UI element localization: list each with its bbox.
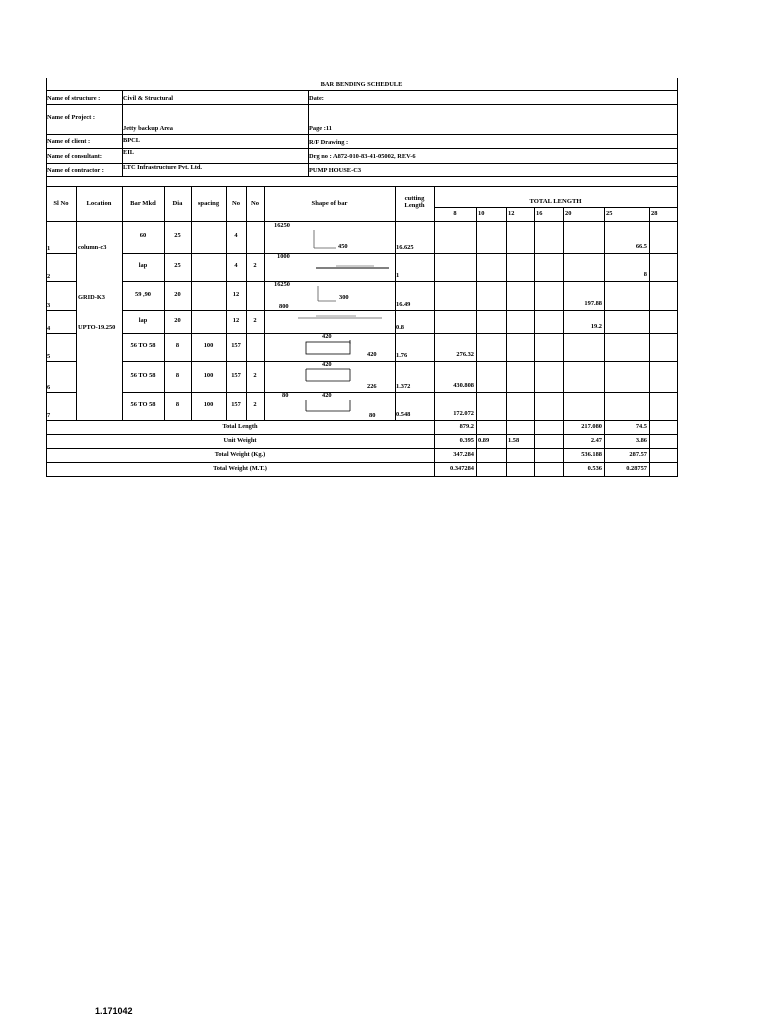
grid-line — [649, 207, 650, 420]
summary-label-1: Total Length — [222, 423, 258, 430]
col-cutting-length-2: Length — [404, 202, 425, 209]
row-cutting-length: 1 — [396, 272, 400, 279]
grid-line — [46, 476, 678, 477]
shape-7-top: 420 — [322, 392, 332, 399]
row-no-2: 2 — [253, 317, 257, 324]
shape-5-stirrup — [306, 342, 350, 354]
grid-line — [122, 186, 123, 420]
row-total-length-8: 276.32 — [456, 351, 474, 358]
shape-7-end: 80 — [369, 412, 376, 419]
col-dia-12: 12 — [508, 210, 515, 217]
grid-line — [122, 361, 678, 362]
shape-5-end: 420 — [367, 351, 377, 358]
row-bar-mkd: 56 TO 58 — [130, 342, 156, 349]
structure-value: Civil & Structural — [123, 95, 174, 102]
grid-line — [46, 310, 77, 311]
row-total-length-25: 66.5 — [635, 243, 647, 250]
row-total-length-25: 8 — [643, 271, 647, 278]
row-sl-no: 7 — [47, 412, 51, 419]
row-total-length-20: 19.2 — [590, 323, 602, 330]
location-grid-k3: GRID-K3 — [78, 294, 105, 301]
grid-line — [264, 186, 265, 420]
col-no: No — [231, 200, 241, 207]
row-cutting-length: 0.8 — [396, 324, 404, 331]
row-spacing: 100 — [203, 372, 214, 379]
row-bar-mkd: lap — [138, 262, 148, 269]
grid-line — [46, 281, 77, 282]
grid-line — [122, 392, 678, 393]
summary-label-3: Total Weight (Kg.) — [214, 451, 266, 458]
grid-line — [506, 207, 507, 420]
summary-value-20: 2.47 — [590, 437, 602, 444]
grid-line — [434, 207, 677, 208]
col-total-length: TOTAL LENGTH — [529, 198, 582, 205]
grid-line — [563, 207, 564, 420]
grid-line — [46, 434, 678, 435]
summary-value-12: 1.58 — [508, 437, 520, 444]
shape-5-top: 420 — [322, 333, 332, 340]
summary-value-25: 74.5 — [635, 423, 647, 430]
location-upto: UPTO-19.250 — [78, 324, 116, 331]
grid-line — [46, 420, 678, 421]
row-dia: 25 — [174, 262, 181, 269]
row-spacing: 100 — [203, 401, 214, 408]
grid-line — [46, 221, 678, 222]
row-total-length-8: 172.072 — [453, 410, 474, 417]
grid-line — [46, 361, 77, 362]
row-no: 4 — [234, 262, 238, 269]
shape-7-left: 80 — [282, 392, 289, 399]
shape-3-length: 16250 — [274, 281, 290, 288]
row-sl-no: 1 — [47, 245, 51, 252]
row-bar-mkd: 59 ,90 — [135, 291, 151, 298]
grid-line — [46, 90, 678, 91]
summary-value-20: 536.188 — [581, 451, 602, 458]
structure-label: Name of structure : — [47, 95, 101, 102]
row-no: 157 — [231, 372, 241, 379]
shape-6-top: 420 — [322, 361, 332, 368]
col-dia-28: 28 — [651, 210, 658, 217]
project-value: Jetty backup Area — [123, 125, 173, 132]
summary-label-4: Total Weight (M.T.) — [213, 465, 267, 472]
pump-house-label: PUMP HOUSE-C3 — [309, 167, 362, 174]
row-no: 12 — [232, 317, 240, 324]
summary-value-8: 0.395 — [459, 437, 474, 444]
grid-line — [122, 253, 678, 254]
row-bar-mkd: 60 — [139, 232, 147, 239]
grid-line — [604, 207, 605, 420]
grid-line — [46, 462, 678, 463]
consultant-value: EIL — [123, 149, 135, 156]
date-label: Date: — [309, 95, 324, 102]
row-spacing: 100 — [203, 342, 214, 349]
shape-2-length: 1000 — [277, 253, 290, 260]
row-sl-no: 4 — [47, 325, 51, 332]
grid-line — [46, 186, 678, 187]
grid-line — [46, 104, 678, 105]
row-bar-mkd: lap — [138, 317, 148, 324]
col-dia-16: 16 — [536, 210, 543, 217]
grid-line — [164, 186, 165, 420]
page-label: Page :11 — [309, 125, 332, 132]
grid-line — [76, 186, 77, 420]
row-no: 4 — [234, 232, 238, 239]
row-dia: 8 — [175, 401, 180, 408]
row-no: 157 — [231, 401, 241, 408]
col-shape-of-bar: Shape of bar — [311, 200, 348, 207]
summary-value-25: 3.86 — [635, 437, 647, 444]
row-bar-mkd: 56 TO 58 — [130, 401, 156, 408]
grid-line — [46, 148, 678, 149]
summary-value-25: 0.28757 — [626, 465, 647, 472]
col-dia-8: 8 — [453, 210, 457, 217]
row-total-length-8: 430.808 — [453, 382, 474, 389]
grid-line — [246, 186, 247, 420]
summary-value-20: 217.080 — [581, 423, 602, 430]
contractor-label: Name of contractor : — [47, 167, 104, 174]
col-dia-20: 20 — [565, 210, 572, 217]
shape-1-end: 450 — [338, 243, 348, 250]
summary-value-8: 0.347284 — [450, 465, 474, 472]
row-sl-no: 5 — [47, 353, 51, 360]
rf-drawing-label: R/F Drawing : — [309, 139, 349, 146]
grid-line — [534, 207, 535, 420]
row-cutting-length: 0.548 — [396, 411, 411, 418]
grid-line — [122, 333, 678, 334]
location-column-c3: column-c3 — [78, 244, 107, 251]
row-cutting-length: 1.372 — [396, 383, 411, 390]
grid-line — [46, 176, 678, 177]
shape-1-length: 16250 — [274, 222, 290, 229]
grid-line — [122, 281, 678, 282]
col-location: Location — [86, 200, 112, 207]
grid-line — [226, 186, 227, 420]
summary-value-8: 347.284 — [453, 451, 474, 458]
sheet-right-border — [677, 78, 678, 476]
row-dia: 8 — [175, 372, 180, 379]
row-total-length-20: 197.88 — [584, 300, 602, 307]
summary-value-10: 0.89 — [478, 437, 490, 444]
row-dia: 20 — [174, 291, 181, 298]
row-sl-no: 3 — [47, 302, 51, 309]
col-dia-25: 25 — [606, 210, 613, 217]
col-bar-mkd: Bar Mkd — [130, 200, 156, 207]
drawing-number: Drg no : A872-010-83-41-05002, REV-6 — [309, 153, 416, 160]
row-dia: 20 — [174, 317, 181, 324]
row-sl-no: 2 — [47, 273, 51, 280]
row-dia: 25 — [174, 232, 181, 239]
grid-line — [476, 207, 477, 420]
grid-line — [122, 310, 678, 311]
grid-line — [46, 253, 77, 254]
contractor-value: LTC Infrastructure Pvt. Ltd. — [123, 164, 202, 171]
row-no-2: 2 — [253, 401, 257, 408]
row-cutting-length: 1.76 — [396, 352, 408, 359]
row-cutting-length: 16.49 — [396, 301, 411, 308]
col-cutting-length: cutting — [404, 195, 425, 202]
shape-3-end: 300 — [339, 294, 349, 301]
consultant-label: Name of consultant: — [47, 153, 103, 160]
col-no-2: No — [250, 200, 260, 207]
col-sl-no: Sl No — [53, 200, 69, 207]
shape-4-length: 800 — [279, 303, 289, 310]
client-value: BPCL — [123, 137, 141, 144]
schedule-title: BAR BENDING SCHEDULE — [320, 81, 403, 88]
col-dia: Dia — [172, 200, 183, 207]
grid-line — [46, 448, 678, 449]
summary-value-25: 287.57 — [629, 451, 647, 458]
row-no-2: 2 — [253, 262, 257, 269]
client-label: Name of client : — [47, 138, 91, 145]
grid-line — [46, 134, 678, 135]
row-cutting-length: 16.625 — [396, 244, 414, 251]
grid-line — [46, 392, 77, 393]
row-no-2: 2 — [253, 372, 257, 379]
row-bar-mkd: 56 TO 58 — [130, 372, 156, 379]
row-no: 157 — [231, 342, 241, 349]
row-dia: 8 — [175, 342, 180, 349]
col-spacing: spacing — [197, 200, 220, 207]
bar-shape-drawings — [46, 78, 677, 476]
grid-line — [308, 90, 309, 176]
shape-6-end: 226 — [367, 383, 377, 390]
summary-value-20: 0.536 — [587, 465, 602, 472]
col-dia-10: 10 — [478, 210, 485, 217]
grid-line — [46, 333, 77, 334]
project-label: Name of Project : — [47, 114, 95, 121]
bar-bending-schedule-sheet — [46, 78, 677, 476]
summary-label-2: Unit Weight — [223, 437, 257, 444]
summary-value-8: 879.2 — [459, 423, 474, 430]
row-no: 12 — [232, 291, 240, 298]
grand-total-weight: 1.171042 — [95, 1006, 133, 1016]
row-sl-no: 6 — [47, 384, 51, 391]
grid-line — [191, 186, 192, 420]
